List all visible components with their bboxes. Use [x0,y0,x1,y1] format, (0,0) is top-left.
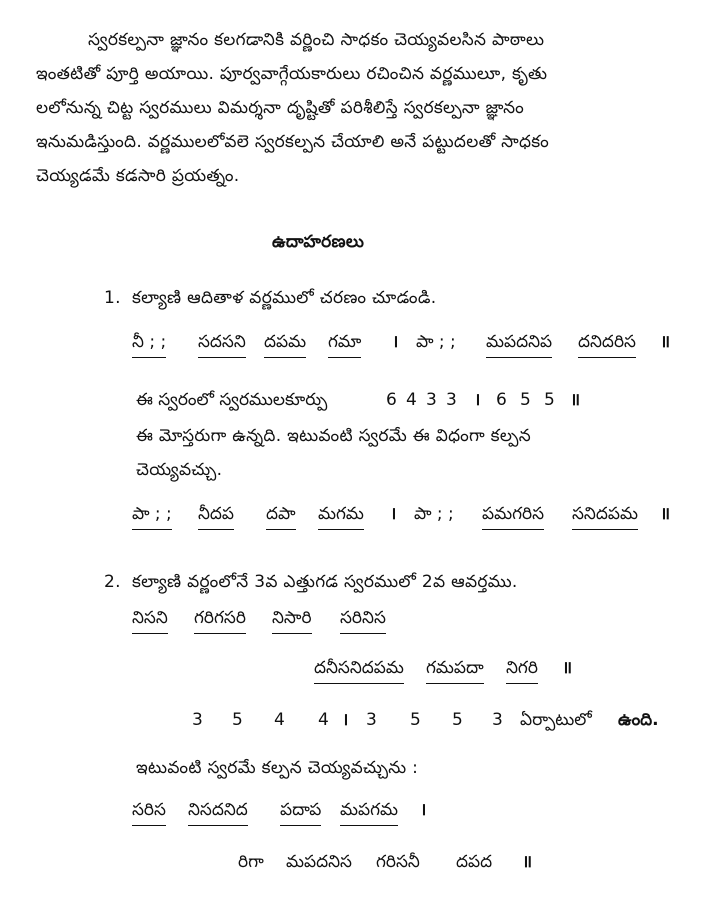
beat-count: 3 [446,390,457,410]
section-heading: ఉదాహరణలు [272,232,365,252]
swara-group: దపద [456,852,493,872]
final-bar: ॥ [570,390,581,410]
swara-group: సరిస [132,798,166,826]
example-2-title: కల్యాణి వర్ణంలోనే 3వ ఎత్తుగడ స్వరములో 2వ ఆవర్తము. [132,572,518,592]
swara-group: గరిగసరి [194,606,246,634]
beat-count: 5 [544,390,555,410]
beat-separator: । [420,800,427,820]
beat-count: 4 [318,710,329,730]
swara-group: మపదనిప [486,330,552,358]
beat-count: 3 [492,710,503,730]
example-1-note-line-1: ఈ మోస్తరుగా ఉన్నది. ఇటువంటి స్వరమే ఈ విధంగా కల్పన [136,426,531,446]
beat-separator: । [474,390,481,410]
beat-separator: । [342,710,349,730]
intro-line-3: లలోనున్న చిట్ట స్వరములు విమర్శనా దృష్టితో పరిశీలిస్తే స్వరకల్పనా జ్ఞానం [36,98,525,118]
beat-count: 4 [406,390,417,410]
swara-group: మపదనిస [286,852,352,872]
intro-line-4: ఇనుమడిస్తుంది. వర్ణములలోవలె స్వరకల్పన చేయాలి అనే పట్టుదలతో సాధకం [36,132,550,152]
example-1-number: 1. [104,288,121,308]
swara-group: నిసదనిద [188,798,248,826]
beat-count: 5 [452,710,463,730]
intro-line-5: చెయ్యడమే కడసారి ప్రయత్నం. [36,166,240,186]
beats-suffix: ఏర్పాటులో [520,710,592,730]
swara-group: పమగరిస [482,502,544,530]
final-bar: ॥ [562,658,573,678]
example-2-swara-row-4 [0,850,716,880]
example-2-beats-row [0,708,716,736]
beat-count: 3 [366,710,377,730]
beat-count: 6 [386,390,397,410]
beat-count: 5 [232,710,243,730]
example-2-number: 2. [104,572,121,592]
beat-count: 5 [520,390,531,410]
example-2-swara-row-2 [0,656,716,686]
swara-group: గమా [328,330,361,358]
final-bar: ॥ [522,852,533,872]
example-2-swara-row-3 [0,798,716,828]
swara-group: దపమ [264,330,306,358]
swara-group: మగమ [318,502,364,530]
swara-group: పా ; ; [414,504,454,524]
swara-group: పా ; ; [416,332,456,352]
beats-description: ఈ స్వరంలో స్వరములకూర్పు [136,390,328,410]
swara-group: నీదప [198,502,234,530]
swara-group: నిసారి [272,606,312,634]
example-1-swara-row-1 [0,330,716,360]
intro-line-2: ఇంతటితో పూర్తి అయాయి. పూర్వవాగ్గేయకారులు రచించిన వర్ణములూ, కృతు [36,64,548,84]
example-2-kalpana-text: ఇటువంటి స్వరమే కల్పన చెయ్యవచ్చును : [136,758,419,778]
swara-group: దనీసనిదపమ [314,656,404,684]
example-2-swara-row-1 [0,606,716,636]
swara-group: గరిసనీ [376,852,420,872]
swara-group: పదాప [280,798,321,826]
swara-group: దనిదరిస [578,330,636,358]
swara-group: దపా [266,502,296,530]
example-1-swara-row-2 [0,502,716,532]
final-bar: ॥ [660,504,671,524]
intro-line-1: స్వరకల్పనా జ్ఞానం కలగడానికి వర్ణించి సాధకం చెయ్యవలసిన పాఠాలు [88,30,545,50]
example-1-note-line-2: చెయ్యవచ్చు. [136,460,223,480]
beat-separator: । [390,504,397,524]
beat-separator: । [392,332,399,352]
swara-group: నీ ; ; [132,330,166,358]
swara-group: రిగా [238,852,264,872]
beat-count: 3 [426,390,437,410]
swara-group: నిగరి [506,656,538,684]
beat-count: 4 [274,710,285,730]
swara-group: సరినిస [340,606,386,634]
swara-group: సనిదపమ [572,502,638,530]
beats-suffix-emphasis: ఉంది. [618,710,659,730]
beat-count: 6 [496,390,507,410]
example-1-beats-row [0,388,716,416]
example-1-title: కల్యాణి ఆదితాళ వర్ణములో చరణం చూడండి. [132,288,437,308]
swara-group: నిసని [132,606,168,634]
beat-count: 5 [410,710,421,730]
beat-count: 3 [192,710,203,730]
final-bar: ॥ [660,332,671,352]
swara-group: మపగమ [340,798,398,826]
swara-group: పా ; ; [132,502,172,530]
swara-group: గమపదా [426,656,484,684]
swara-group: సదసని [198,330,246,358]
